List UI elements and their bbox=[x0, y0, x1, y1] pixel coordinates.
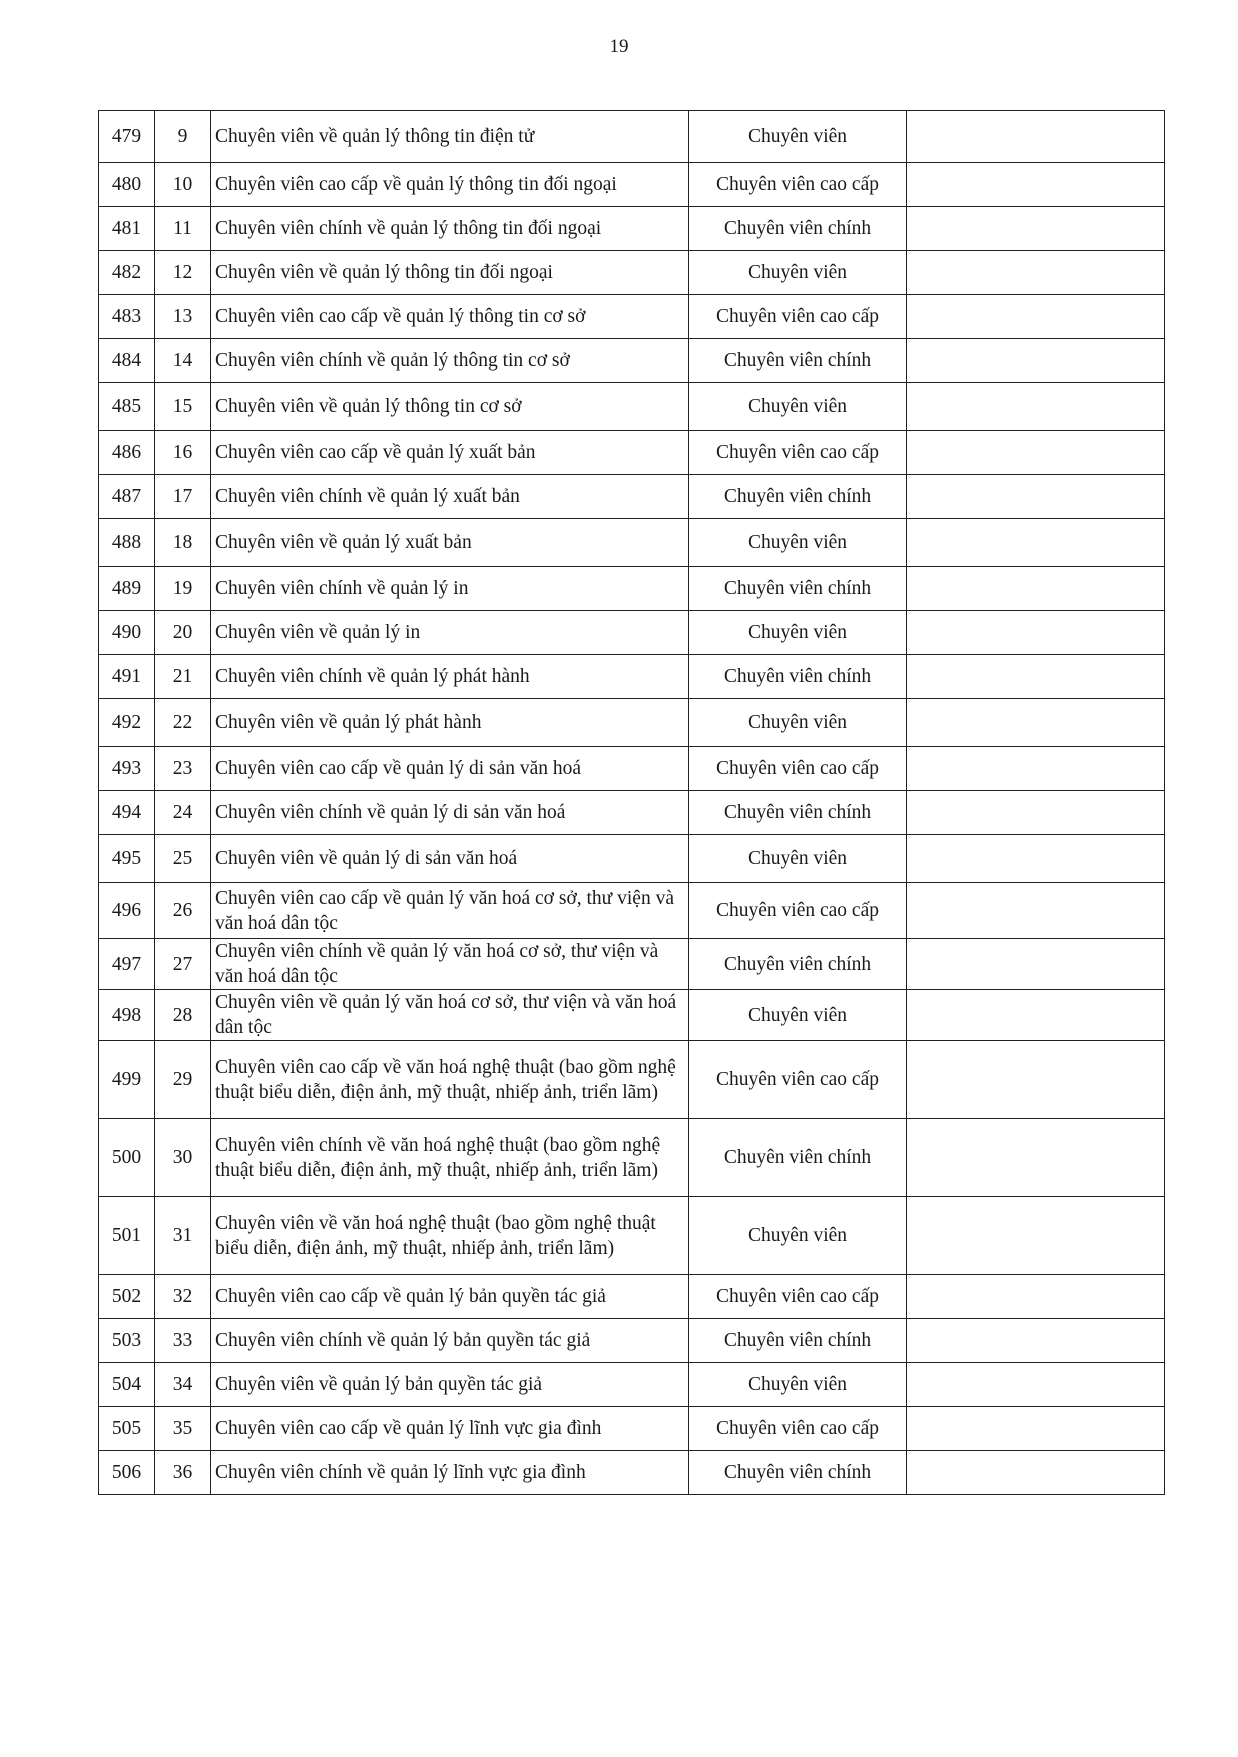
table-row bbox=[99, 655, 1165, 699]
row-position-name: Chuyên viên về quản lý xuất bản bbox=[211, 519, 689, 567]
row-note bbox=[907, 939, 1165, 990]
row-number: 31 bbox=[155, 1197, 211, 1275]
table-row bbox=[99, 339, 1165, 383]
row-note bbox=[907, 747, 1165, 791]
row-position-name: Chuyên viên về quản lý thông tin cơ sở bbox=[211, 383, 689, 431]
row-position-name: Chuyên viên chính về quản lý bản quyền tác giả bbox=[211, 1319, 689, 1363]
table-row bbox=[99, 475, 1165, 519]
row-stt: 500 bbox=[99, 1119, 155, 1197]
table-row bbox=[99, 1407, 1165, 1451]
row-stt: 489 bbox=[99, 567, 155, 611]
table-row bbox=[99, 1363, 1165, 1407]
row-note bbox=[907, 1119, 1165, 1197]
page-number: 19 bbox=[609, 36, 629, 57]
table-row bbox=[99, 383, 1165, 431]
row-number: 16 bbox=[155, 431, 211, 475]
row-note bbox=[907, 251, 1165, 295]
row-rank: Chuyên viên bbox=[689, 611, 907, 655]
row-number: 30 bbox=[155, 1119, 211, 1197]
row-rank: Chuyên viên bbox=[689, 1197, 907, 1275]
row-stt: 485 bbox=[99, 383, 155, 431]
row-rank: Chuyên viên chính bbox=[689, 1119, 907, 1197]
row-note bbox=[907, 431, 1165, 475]
row-stt: 486 bbox=[99, 431, 155, 475]
row-rank: Chuyên viên chính bbox=[689, 475, 907, 519]
row-rank: Chuyên viên chính bbox=[689, 939, 907, 990]
row-position-name: Chuyên viên về quản lý bản quyền tác giả bbox=[211, 1363, 689, 1407]
row-stt: 498 bbox=[99, 990, 155, 1041]
row-stt: 504 bbox=[99, 1363, 155, 1407]
row-number: 9 bbox=[155, 111, 211, 163]
row-rank: Chuyên viên cao cấp bbox=[689, 1275, 907, 1319]
row-position-name: Chuyên viên cao cấp về quản lý di sản văn hoá bbox=[211, 747, 689, 791]
table-row bbox=[99, 699, 1165, 747]
row-rank: Chuyên viên chính bbox=[689, 339, 907, 383]
row-note bbox=[907, 791, 1165, 835]
row-rank: Chuyên viên bbox=[689, 990, 907, 1041]
row-position-name: Chuyên viên chính về quản lý thông tin cơ sở bbox=[211, 339, 689, 383]
row-note bbox=[907, 111, 1165, 163]
row-stt: 496 bbox=[99, 883, 155, 939]
row-number: 21 bbox=[155, 655, 211, 699]
row-rank: Chuyên viên cao cấp bbox=[689, 747, 907, 791]
row-number: 23 bbox=[155, 747, 211, 791]
row-stt: 492 bbox=[99, 699, 155, 747]
row-rank: Chuyên viên cao cấp bbox=[689, 431, 907, 475]
row-position-name: Chuyên viên chính về quản lý di sản văn hoá bbox=[211, 791, 689, 835]
row-note bbox=[907, 1451, 1165, 1495]
row-stt: 503 bbox=[99, 1319, 155, 1363]
row-stt: 501 bbox=[99, 1197, 155, 1275]
row-number: 36 bbox=[155, 1451, 211, 1495]
row-position-name: Chuyên viên về quản lý thông tin đối ngoại bbox=[211, 251, 689, 295]
row-rank: Chuyên viên chính bbox=[689, 207, 907, 251]
row-note bbox=[907, 611, 1165, 655]
row-position-name: Chuyên viên chính về văn hoá nghệ thuật (bao gồm nghệ thuật biểu diễn, điện ảnh, mỹ thuật, nhiếp ảnh, triển lãm) bbox=[211, 1119, 689, 1197]
table-row bbox=[99, 1319, 1165, 1363]
row-stt: 487 bbox=[99, 475, 155, 519]
row-position-name: Chuyên viên cao cấp về quản lý bản quyền tác giả bbox=[211, 1275, 689, 1319]
row-number: 19 bbox=[155, 567, 211, 611]
table-row bbox=[99, 1275, 1165, 1319]
row-rank: Chuyên viên bbox=[689, 519, 907, 567]
row-note bbox=[907, 1407, 1165, 1451]
row-position-name: Chuyên viên về văn hoá nghệ thuật (bao gồm nghệ thuật biểu diễn, điện ảnh, mỹ thuật, nhiếp ảnh, triển lãm) bbox=[211, 1197, 689, 1275]
row-position-name: Chuyên viên chính về quản lý xuất bản bbox=[211, 475, 689, 519]
row-note bbox=[907, 1363, 1165, 1407]
row-number: 15 bbox=[155, 383, 211, 431]
row-position-name: Chuyên viên cao cấp về quản lý văn hoá cơ sở, thư viện và văn hoá dân tộc bbox=[211, 883, 689, 939]
row-number: 26 bbox=[155, 883, 211, 939]
row-rank: Chuyên viên chính bbox=[689, 1451, 907, 1495]
row-note bbox=[907, 1197, 1165, 1275]
row-number: 14 bbox=[155, 339, 211, 383]
row-stt: 494 bbox=[99, 791, 155, 835]
row-note bbox=[907, 519, 1165, 567]
row-stt: 480 bbox=[99, 163, 155, 207]
row-number: 35 bbox=[155, 1407, 211, 1451]
row-position-name: Chuyên viên về quản lý thông tin điện tử bbox=[211, 111, 689, 163]
row-note bbox=[907, 883, 1165, 939]
row-number: 20 bbox=[155, 611, 211, 655]
row-rank: Chuyên viên cao cấp bbox=[689, 1041, 907, 1119]
table-row bbox=[99, 295, 1165, 339]
table-row bbox=[99, 791, 1165, 835]
row-rank: Chuyên viên bbox=[689, 111, 907, 163]
row-number: 10 bbox=[155, 163, 211, 207]
row-position-name: Chuyên viên chính về quản lý lĩnh vực gia đình bbox=[211, 1451, 689, 1495]
row-rank: Chuyên viên bbox=[689, 1363, 907, 1407]
row-rank: Chuyên viên chính bbox=[689, 791, 907, 835]
row-stt: 482 bbox=[99, 251, 155, 295]
table-row bbox=[99, 251, 1165, 295]
row-position-name: Chuyên viên chính về quản lý in bbox=[211, 567, 689, 611]
row-stt: 499 bbox=[99, 1041, 155, 1119]
row-number: 12 bbox=[155, 251, 211, 295]
row-rank: Chuyên viên chính bbox=[689, 655, 907, 699]
table-row bbox=[99, 567, 1165, 611]
row-number: 11 bbox=[155, 207, 211, 251]
row-stt: 497 bbox=[99, 939, 155, 990]
row-position-name: Chuyên viên về quản lý văn hoá cơ sở, thư viện và văn hoá dân tộc bbox=[211, 990, 689, 1041]
row-rank: Chuyên viên cao cấp bbox=[689, 295, 907, 339]
row-number: 25 bbox=[155, 835, 211, 883]
row-number: 33 bbox=[155, 1319, 211, 1363]
row-note bbox=[907, 475, 1165, 519]
row-stt: 502 bbox=[99, 1275, 155, 1319]
row-number: 13 bbox=[155, 295, 211, 339]
row-number: 18 bbox=[155, 519, 211, 567]
table-body bbox=[99, 111, 1165, 1495]
row-position-name: Chuyên viên về quản lý in bbox=[211, 611, 689, 655]
table-row bbox=[99, 163, 1165, 207]
row-rank: Chuyên viên bbox=[689, 383, 907, 431]
table-row bbox=[99, 939, 1165, 990]
row-rank: Chuyên viên cao cấp bbox=[689, 163, 907, 207]
row-number: 24 bbox=[155, 791, 211, 835]
row-position-name: Chuyên viên về quản lý di sản văn hoá bbox=[211, 835, 689, 883]
row-note bbox=[907, 655, 1165, 699]
row-stt: 483 bbox=[99, 295, 155, 339]
row-position-name: Chuyên viên cao cấp về quản lý lĩnh vực gia đình bbox=[211, 1407, 689, 1451]
row-stt: 495 bbox=[99, 835, 155, 883]
table-row bbox=[99, 990, 1165, 1041]
row-number: 17 bbox=[155, 475, 211, 519]
row-position-name: Chuyên viên cao cấp về quản lý thông tin cơ sở bbox=[211, 295, 689, 339]
row-stt: 506 bbox=[99, 1451, 155, 1495]
row-note bbox=[907, 990, 1165, 1041]
table-row bbox=[99, 207, 1165, 251]
table-row bbox=[99, 1451, 1165, 1495]
row-note bbox=[907, 1041, 1165, 1119]
row-stt: 493 bbox=[99, 747, 155, 791]
table-row bbox=[99, 747, 1165, 791]
row-number: 22 bbox=[155, 699, 211, 747]
table-row bbox=[99, 431, 1165, 475]
row-stt: 479 bbox=[99, 111, 155, 163]
row-rank: Chuyên viên bbox=[689, 699, 907, 747]
row-number: 27 bbox=[155, 939, 211, 990]
position-table bbox=[98, 110, 1165, 1495]
row-rank: Chuyên viên chính bbox=[689, 1319, 907, 1363]
row-stt: 484 bbox=[99, 339, 155, 383]
row-rank: Chuyên viên bbox=[689, 251, 907, 295]
row-position-name: Chuyên viên chính về quản lý thông tin đối ngoại bbox=[211, 207, 689, 251]
table-row bbox=[99, 111, 1165, 163]
table-row bbox=[99, 519, 1165, 567]
row-note bbox=[907, 207, 1165, 251]
row-rank: Chuyên viên cao cấp bbox=[689, 1407, 907, 1451]
row-number: 29 bbox=[155, 1041, 211, 1119]
row-note bbox=[907, 163, 1165, 207]
row-note bbox=[907, 1275, 1165, 1319]
row-number: 34 bbox=[155, 1363, 211, 1407]
row-stt: 490 bbox=[99, 611, 155, 655]
row-stt: 505 bbox=[99, 1407, 155, 1451]
row-number: 28 bbox=[155, 990, 211, 1041]
row-rank: Chuyên viên cao cấp bbox=[689, 883, 907, 939]
row-note bbox=[907, 339, 1165, 383]
row-rank: Chuyên viên chính bbox=[689, 567, 907, 611]
row-stt: 481 bbox=[99, 207, 155, 251]
row-position-name: Chuyên viên chính về quản lý văn hoá cơ sở, thư viện và văn hoá dân tộc bbox=[211, 939, 689, 990]
table-row bbox=[99, 1041, 1165, 1119]
row-position-name: Chuyên viên cao cấp về văn hoá nghệ thuật (bao gồm nghệ thuật biểu diễn, điện ảnh, mỹ thuật, nhiếp ảnh, triển lãm) bbox=[211, 1041, 689, 1119]
row-position-name: Chuyên viên về quản lý phát hành bbox=[211, 699, 689, 747]
row-position-name: Chuyên viên cao cấp về quản lý thông tin đối ngoại bbox=[211, 163, 689, 207]
row-position-name: Chuyên viên chính về quản lý phát hành bbox=[211, 655, 689, 699]
table-row bbox=[99, 1197, 1165, 1275]
table-row bbox=[99, 835, 1165, 883]
table-row bbox=[99, 883, 1165, 939]
row-rank: Chuyên viên bbox=[689, 835, 907, 883]
row-note bbox=[907, 835, 1165, 883]
table-row bbox=[99, 611, 1165, 655]
row-note bbox=[907, 567, 1165, 611]
row-stt: 488 bbox=[99, 519, 155, 567]
row-note bbox=[907, 383, 1165, 431]
row-position-name: Chuyên viên cao cấp về quản lý xuất bản bbox=[211, 431, 689, 475]
row-note bbox=[907, 1319, 1165, 1363]
table-row bbox=[99, 1119, 1165, 1197]
row-number: 32 bbox=[155, 1275, 211, 1319]
row-note bbox=[907, 699, 1165, 747]
row-note bbox=[907, 295, 1165, 339]
row-stt: 491 bbox=[99, 655, 155, 699]
